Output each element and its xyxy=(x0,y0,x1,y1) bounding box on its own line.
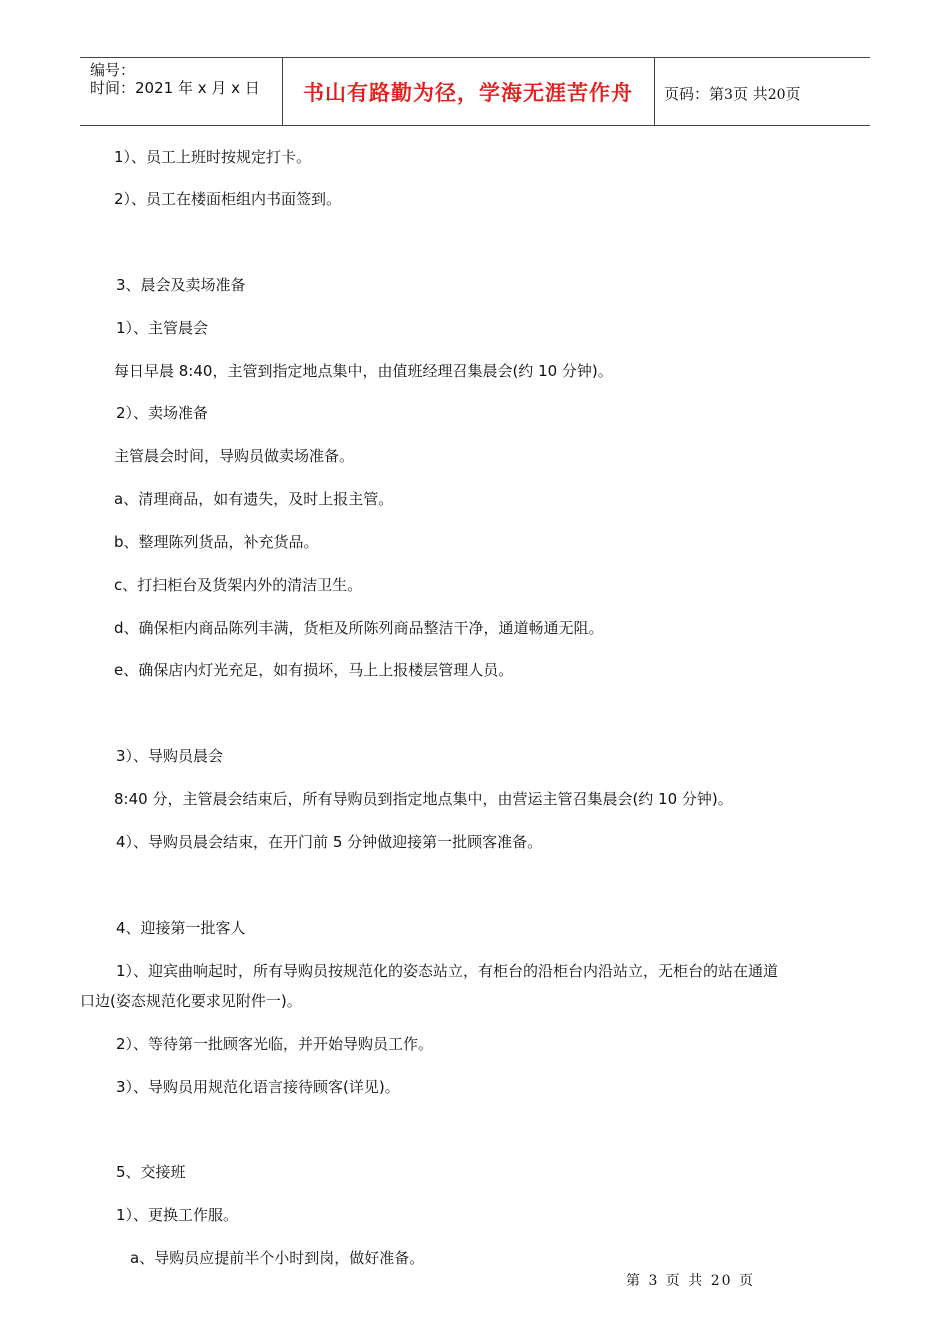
paragraph-line: 2）、等待第一批顾客光临，并开始导购员工作。 xyxy=(116,1035,434,1053)
paragraph-line: 口边(姿态规范化要求见附件一)。 xyxy=(80,992,302,1010)
paragraph-line: 4）、导购员晨会结束，在开门前 5 分钟做迎接第一批顾客准备。 xyxy=(116,833,543,851)
paragraph-line: 8:40 分，主管晨会结束后，所有导购员到指定地点集中，由营运主管召集晨会(约 10 分钟)。 xyxy=(114,790,733,808)
header-meta-cell xyxy=(80,58,283,125)
header-page-cell xyxy=(654,58,870,125)
page-code-total: 20 xyxy=(767,87,786,103)
date-label: 时间：2021 年 x 月 x 日 xyxy=(90,79,260,97)
paragraph-line: 每日早晨 8:40，主管到指定地点集中，由值班经理召集晨会(约 10 分钟)。 xyxy=(114,362,613,380)
section-heading: 3、晨会及卖场准备 xyxy=(116,276,246,294)
paragraph-line: 1）、迎宾曲响起时，所有导购员按规范化的姿态站立，有柜台的沿柜台内沿站立，无柜台的站在通道 xyxy=(116,962,779,980)
page-footer: 第 3 页 共 20 页 xyxy=(626,1273,755,1289)
paragraph-line: 主管晨会时间，导购员做卖场准备。 xyxy=(114,447,355,465)
list-item: e、确保店内灯光充足，如有损坏，马上上报楼层管理人员。 xyxy=(114,661,514,679)
subsection-heading: 2）、卖场准备 xyxy=(116,404,209,422)
section-heading: 4、迎接第一批客人 xyxy=(116,919,246,937)
list-item: b、整理陈列货品，补充货品。 xyxy=(114,533,319,551)
serial-number-label: 编号： xyxy=(90,61,136,79)
page-code-mid: 页 共 xyxy=(732,85,768,103)
subsection-heading: 1）、更换工作服。 xyxy=(116,1206,239,1224)
page-code-prefix: 页码：第 xyxy=(664,85,725,103)
list-item: d、确保柜内商品陈列丰满，货柜及所陈列商品整洁干净，通道畅通无阻。 xyxy=(114,619,604,637)
header-motto-cell xyxy=(282,58,655,125)
page-code-number: 3 xyxy=(724,87,733,103)
section-heading: 5、交接班 xyxy=(116,1163,186,1181)
list-item: a、清理商品，如有遗失，及时上报主管。 xyxy=(114,490,394,508)
subsection-heading: 3）、导购员晨会 xyxy=(116,747,224,765)
list-item: a、导购员应提前半个小时到岗，做好准备。 xyxy=(130,1249,425,1267)
subsection-heading: 1）、主管晨会 xyxy=(116,319,209,337)
list-item: c、打扫柜台及货架内外的清洁卫生。 xyxy=(114,576,363,594)
paragraph-line: 3）、导购员用规范化语言接待顾客(详见)。 xyxy=(116,1078,400,1096)
motto-text: 书山有路勤为径，学海无涯苦作舟 xyxy=(303,81,633,105)
paragraph-line: 1）、员工上班时按规定打卡。 xyxy=(114,148,312,166)
page-header xyxy=(80,57,870,126)
paragraph-line: 2）、员工在楼面柜组内书面签到。 xyxy=(114,190,342,208)
page-code xyxy=(664,83,801,104)
page-code-suffix: 页 xyxy=(785,85,801,103)
